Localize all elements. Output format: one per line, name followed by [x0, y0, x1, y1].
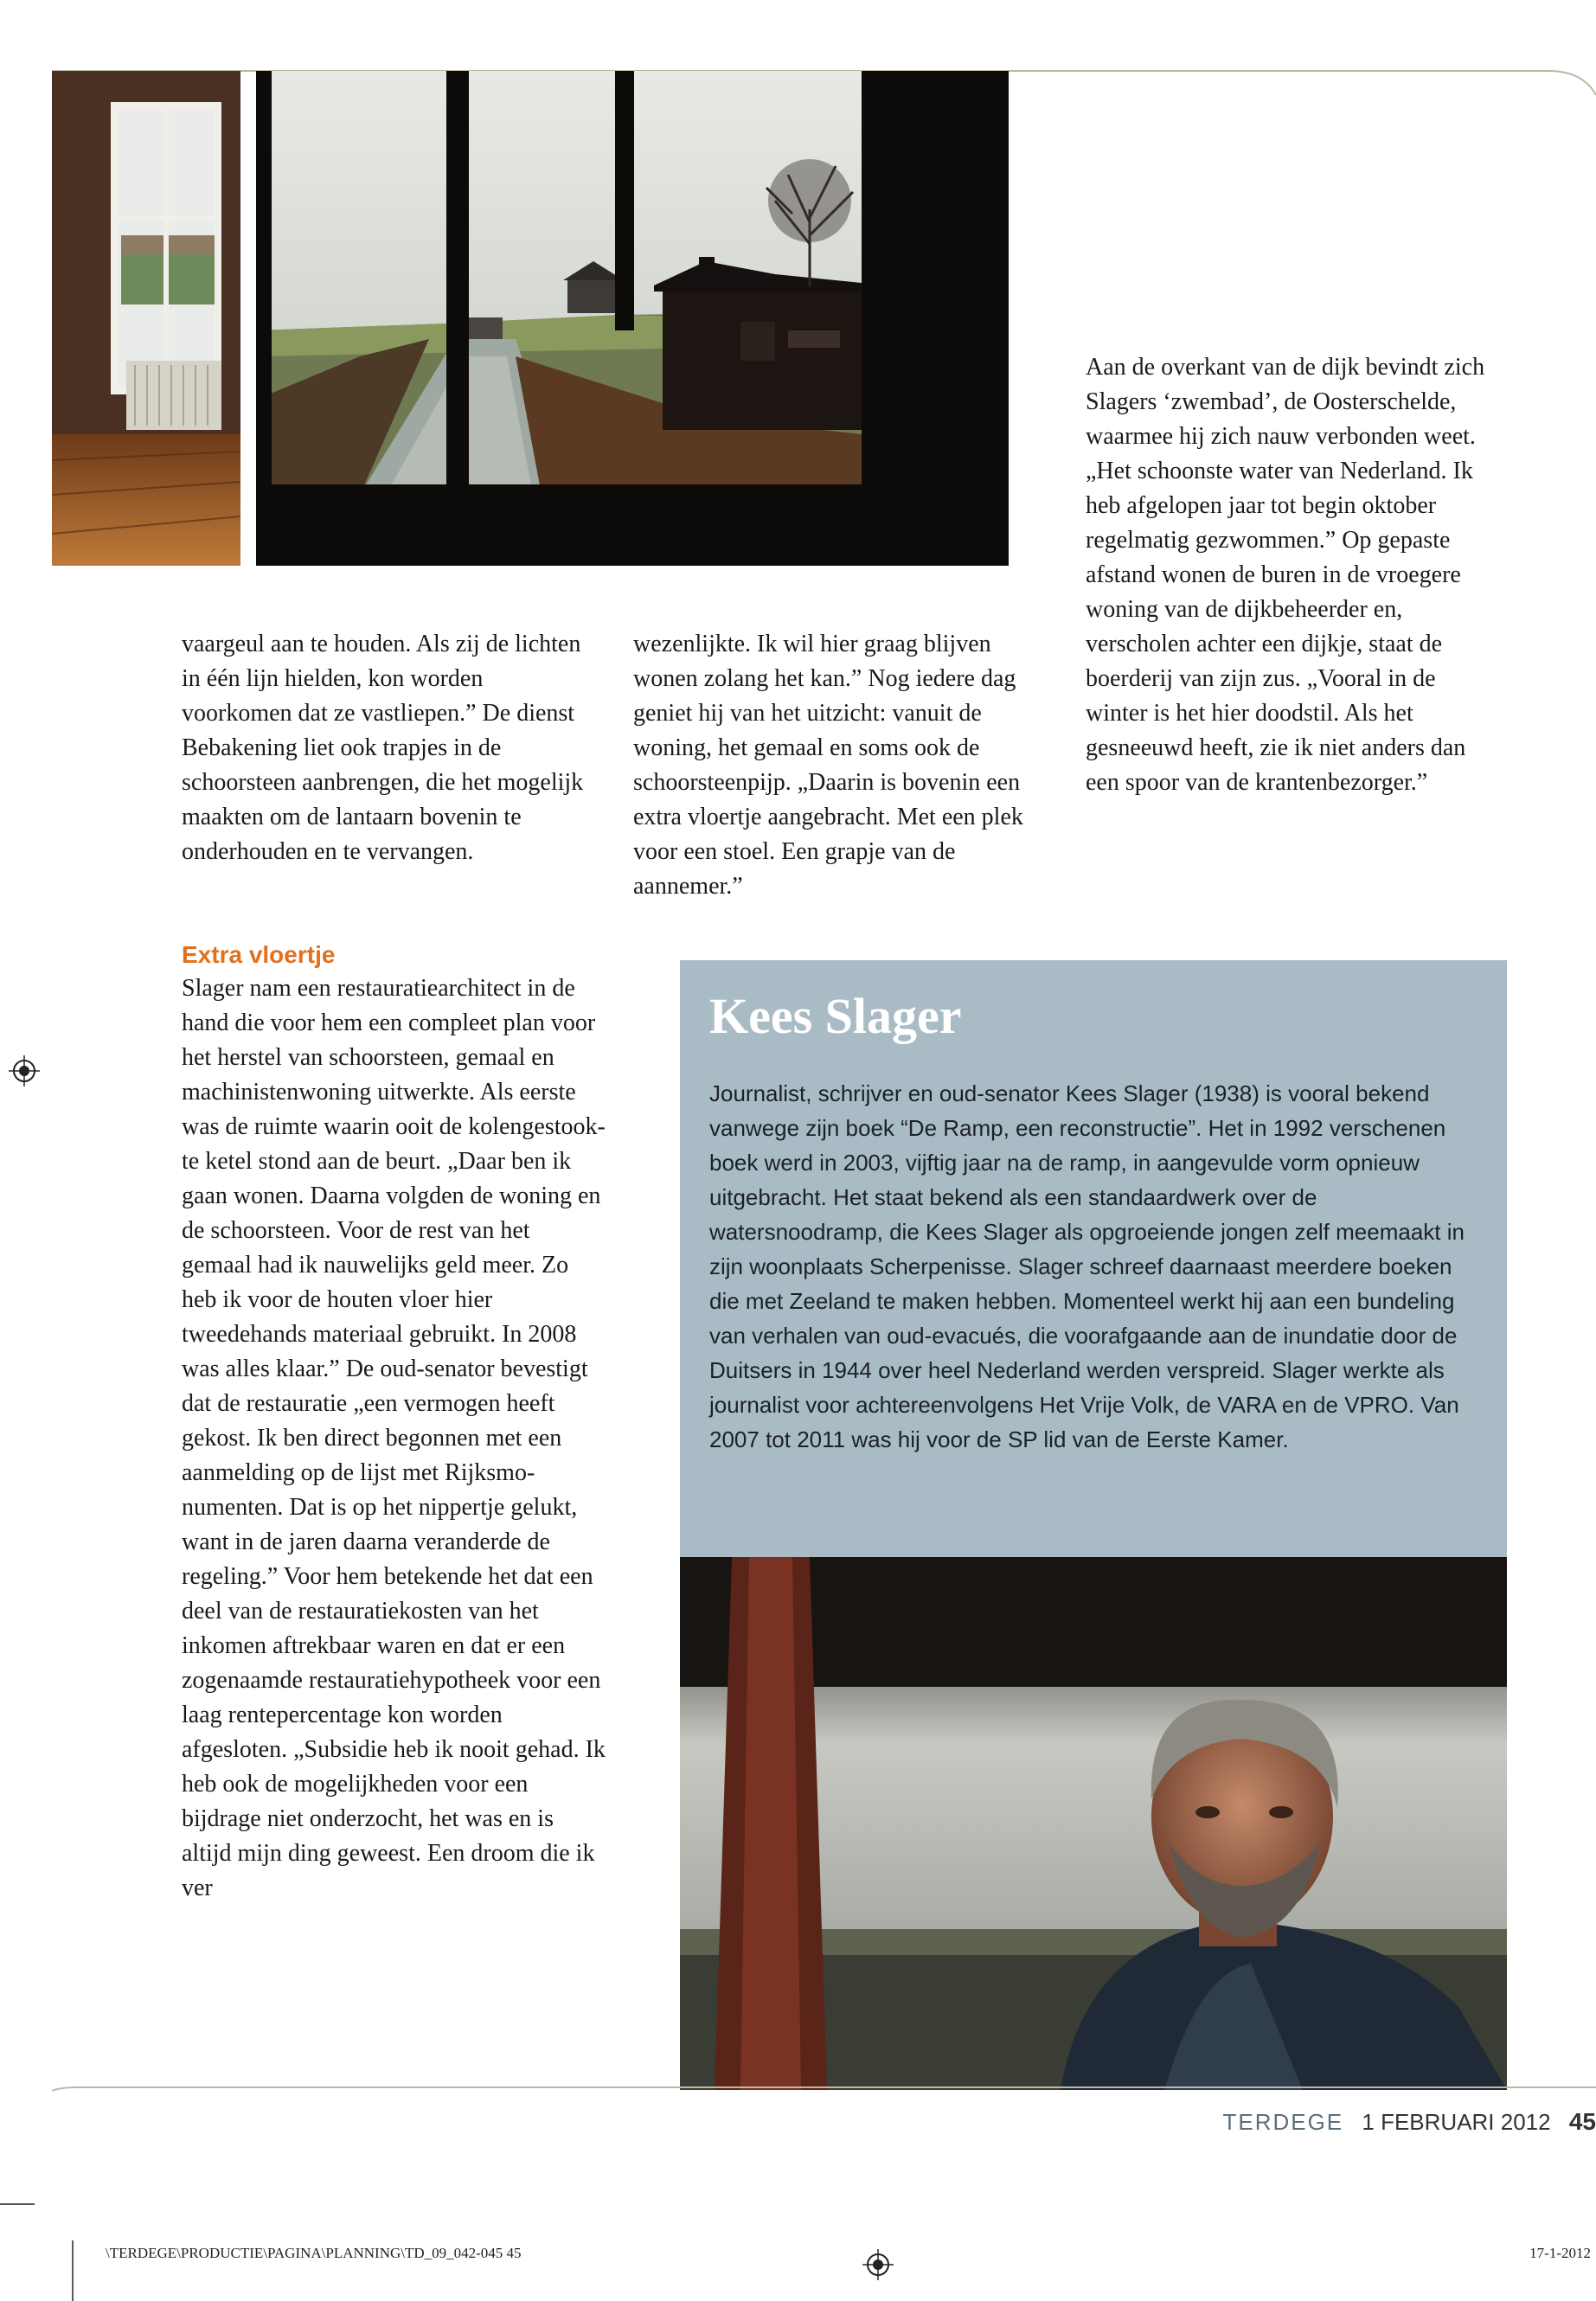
biography-box	[680, 960, 1507, 1557]
registration-mark-bottom	[861, 2247, 895, 2282]
biography-text: Journalist, schrijver en oud-senator Kees Slager (1938) is vooral bekend vanwege zijn boek “De Ramp, een reconstructie”. Het in 1992 verschenen boek werd in 2003, vijftig jaar na de ramp, in aangevulde vorm opnieuw uitgebracht. Het staat bekend als een standaardwerk over de watersnoodramp, die Kees Slager als opgroeiende jongen zelf meemaakt in zijn woonplaats Scherpenisse. Slager schreef daarnaast meerdere boeken die met Zeeland te maken hebben. Momenteel werkt hij aan een bundeling van verhalen van oud-evacués, die voorafgaande aan de inundatie door de Duitsers in 1944 over heel Nederland werden verspreid. Slager werkte als journalist voor achtereenvolgens Het Vrije Volk, de VARA en de VPRO. Van 2007 tot 2011 was hij voor de SP lid van de Eerste Kamer.	[709, 1080, 1465, 1452]
column-1-bottom-text: Slager nam een restauratiearchitect in de hand die voor hem een compleet plan voor het herstel van schoorsteen, gemaal en machinistenwoning uitwerkte. Als eerste was de ruimte waarin ooit de kolengestookte ketel stond aan de beurt. „Daar ben ik gaan wonen. Daarna volgden de woning en de schoorsteen. Voor de rest van het gemaal had ik nauwelijks geld meer. Zo heb ik voor de houten vloer hier tweedehands materiaal gebruikt. In 2008 was alles klaar.” De oud-senator bevestigt dat de restauratie „een vermogen heeft gekost. Ik ben direct begonnen met een aanmelding op de lijst met Rijksmonumenten. Dat is op het nippertje gelukt, want in de jaren daarna veranderde de regeling.” Voor hem betekende het dat een deel van de restauratiekosten van het inkomen aftrekbaar waren en dat er een zogenaamde restauratiehypotheek voor een laag rentepercentage kon worden afgesloten. „Subsidie heb ik nooit gehad. Ik heb ook de mogelijkheden voor een bijdrage niet onderzocht, het was en is altijd mijn ding geweest. Een droom die ik ver	[182, 975, 606, 1901]
page-number: 45	[1568, 2108, 1596, 2135]
registration-mark-left	[7, 1054, 42, 1088]
article-column-3	[1086, 350, 1492, 800]
column-1-top-text: vaargeul aan te houden. Als zij de lichten in één lijn hielden, kon worden voorkomen dat ze vastliepen.” De dienst Bebakening liet ook trapjes in de schoorsteen aanbrengen, die het mogelijk maakten om de lantaarn bovenin te onderhouden en te vervangen.	[182, 631, 584, 865]
article-column-1-bottom	[182, 939, 606, 1906]
slug-path: \TERDEGE\PRODUCTIE\PAGINA\PLANNING\TD_09_042-045 45	[106, 2245, 522, 2261]
canal-landscape-photo	[256, 71, 1009, 566]
issue-date: 1 FEBRUARI 2012	[1362, 2109, 1551, 2135]
article-column-2-top	[633, 627, 1050, 904]
page-footer	[1222, 2108, 1596, 2136]
column-3-text: Aan de overkant van de dijk bevindt zich Slagers ‘zwembad’, de Oosterschelde, waarmee hij zich nauw verbonden weet. „Het schoonste water van Nederland. Ik heb afgelopen jaar tot begin oktober regelmatig gezwommen.” Op gepaste afstand wonen de buren in de vroegere woning van de dijkbeheerder en, verscholen achter een dijkje, staat de boerderij van zijn zus. „Vooral in de winter is het hier doodstil. Als het gesneeuwd heeft, zie ik niet anders dan een spoor van de krantenbezorger.”	[1086, 354, 1485, 796]
column-2-top-text: wezenlijkte. Ik wil hier graag blijven wonen zolang het kan.” Nog iedere dag geniet hij van het uitzicht: vanuit de woning, het gemaal en soms ook de schoorsteenpijp. „Daarin is bovenin een extra vloertje aangebracht. Met een plek voor een stoel. Een grapje van de aannemer.”	[633, 631, 1023, 900]
portrait-photo	[680, 1557, 1507, 2090]
crop-marks	[0, 2197, 104, 2301]
section-subhead: Extra vloertje	[182, 941, 336, 968]
biography-title: Kees Slager	[709, 988, 962, 1044]
bottom-frame-rule	[0, 2072, 1596, 2106]
slug-date: 17-1-2012	[1529, 2245, 1591, 2261]
magazine-name: TERDEGE	[1222, 2109, 1344, 2135]
interior-window-photo	[52, 71, 240, 566]
article-column-1-top	[182, 627, 588, 869]
